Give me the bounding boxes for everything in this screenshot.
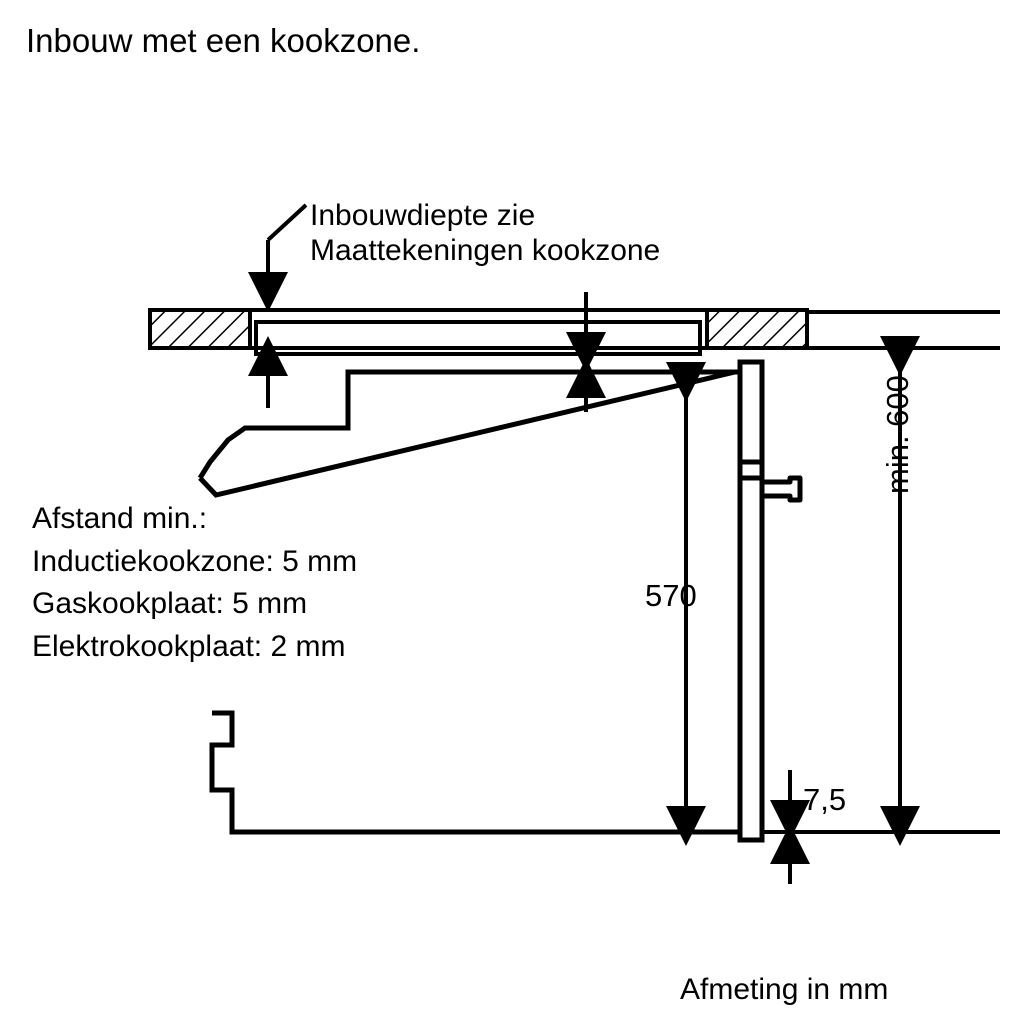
callout-line-1: Inbouwdiepte zie bbox=[310, 199, 536, 232]
worktop-hatched-left bbox=[150, 310, 250, 348]
cooktop-outline bbox=[250, 310, 707, 354]
oven-door-handle bbox=[762, 478, 800, 500]
dimension-label-7-5: 7,5 bbox=[803, 782, 847, 817]
clearance-gas: Gaskookplaat: 5 mm bbox=[32, 587, 308, 621]
dimension-label-570: 570 bbox=[645, 578, 697, 613]
clearance-heading: Afstand min.: bbox=[32, 502, 208, 535]
callout-leader-cooktop-depth bbox=[268, 205, 306, 292]
callout-line-2: Maattekeningen kookzone bbox=[310, 234, 661, 268]
worktop-hatched-right bbox=[707, 310, 807, 348]
clearance-electric: Elektrokookplaat: 2 mm bbox=[32, 629, 346, 663]
wall-reference-lines bbox=[807, 312, 1000, 348]
clearance-induction: Inductiekookzone: 5 mm bbox=[32, 544, 358, 578]
page-title: Inbouw met een kookzone. bbox=[26, 22, 421, 59]
clearance-note bbox=[32, 498, 357, 668]
oven-front-panel bbox=[740, 362, 762, 840]
units-note: Afmeting in mm bbox=[680, 973, 889, 1006]
dimension-label-min-600: min. 600 bbox=[880, 375, 915, 494]
callout-cooktop-depth bbox=[310, 198, 660, 269]
